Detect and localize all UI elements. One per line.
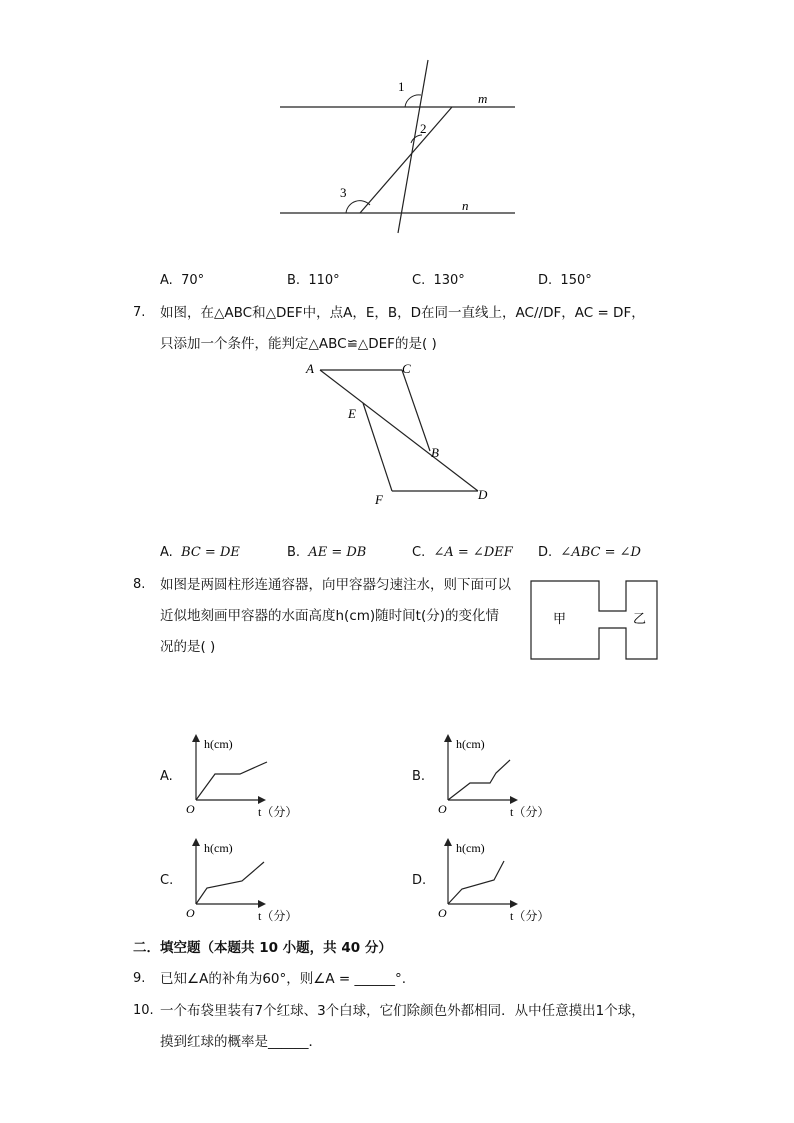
- graph-b[interactable]: [434, 732, 554, 822]
- section-heading: 二．填空题（本题共 10 小题，共 40 分）: [133, 940, 392, 956]
- option-text: 70°: [181, 273, 205, 288]
- graph-c-letter[interactable]: C.: [160, 873, 174, 888]
- graph-d[interactable]: [434, 836, 554, 926]
- q8-line2: 近似地刻画甲容器的水面高度h(cm)随时间t(分)的变化情: [160, 608, 499, 624]
- option-text: 150°: [560, 273, 592, 288]
- option-letter: C.: [412, 273, 426, 288]
- line-label-m: m: [478, 91, 488, 106]
- q7-number: 7.: [133, 305, 146, 320]
- q10-line2: 摸到红球的概率是______．: [160, 1034, 322, 1050]
- option-letter: A.: [160, 273, 173, 288]
- origin-label: O: [438, 906, 447, 920]
- container-label-jia: 甲: [553, 611, 567, 626]
- point-label-d: D: [478, 487, 488, 502]
- point-label-b: B: [431, 445, 439, 460]
- origin-label: O: [186, 906, 195, 920]
- q10-number: 10.: [133, 1003, 154, 1018]
- q7-option-b[interactable]: [287, 545, 366, 560]
- q7-option-c[interactable]: [412, 545, 513, 560]
- figure-connected-containers: [528, 578, 662, 664]
- x-axis-arrow-icon: [510, 900, 518, 908]
- y-axis-arrow-icon: [192, 734, 200, 742]
- q8-line3: 况的是( ): [160, 639, 216, 655]
- graph-c[interactable]: [182, 836, 302, 926]
- y-axis-arrow-icon: [192, 838, 200, 846]
- option-letter: D.: [538, 545, 553, 560]
- y-axis-arrow-icon: [444, 838, 452, 846]
- q7-line1: 如图，在△ABC和△DEF中，点A，E，B，D在同一直线上，AC//DF，AC = DF，: [160, 305, 645, 321]
- graph-d-letter[interactable]: D.: [412, 873, 427, 888]
- graph-b-letter[interactable]: B.: [412, 769, 426, 784]
- x-axis-label: t（分）: [510, 909, 550, 923]
- container-label-yi: 乙: [633, 611, 647, 626]
- graph-a[interactable]: [182, 732, 302, 822]
- q8-number: 8.: [133, 577, 146, 592]
- option-text: BC = DE: [181, 545, 240, 560]
- angle-label-2: 2: [420, 121, 427, 136]
- origin-label: O: [186, 802, 195, 816]
- graph-curve: [196, 762, 267, 800]
- x-axis-label: t（分）: [258, 805, 298, 819]
- q8-line1: 如图是两圆柱形连通容器，向甲容器匀速注水，则下面可以: [160, 577, 511, 593]
- segment-cb: [402, 370, 430, 451]
- segment-ad: [320, 370, 478, 491]
- graph-curve: [448, 760, 510, 800]
- x-axis-arrow-icon: [258, 900, 266, 908]
- option-text: AE = DB: [308, 545, 367, 560]
- point-label-c: C: [402, 361, 411, 376]
- x-axis-arrow-icon: [510, 796, 518, 804]
- q6-option-a[interactable]: [160, 273, 204, 288]
- x-axis-label: t（分）: [258, 909, 298, 923]
- segment-ef: [363, 403, 392, 491]
- point-label-f: F: [375, 492, 383, 507]
- y-axis-label: h(cm): [204, 841, 233, 855]
- option-text: 110°: [308, 273, 340, 288]
- angle-label-3: 3: [340, 185, 347, 200]
- angle-arc-3: [346, 201, 370, 213]
- q9-text: 已知∠A的补角为60°，则∠A = ______°.: [160, 971, 407, 987]
- q6-option-c[interactable]: [412, 273, 465, 288]
- q6-option-b[interactable]: [287, 273, 340, 288]
- y-axis-label: h(cm): [456, 841, 485, 855]
- point-label-a: A: [306, 361, 314, 376]
- angle-arc-1: [405, 95, 421, 107]
- y-axis-label: h(cm): [456, 737, 485, 751]
- origin-label: O: [438, 802, 447, 816]
- graph-curve: [196, 862, 264, 904]
- line-label-n: n: [462, 198, 469, 213]
- option-letter: B.: [287, 545, 301, 560]
- x-axis-arrow-icon: [258, 796, 266, 804]
- angle-arc-2: [411, 135, 422, 143]
- y-axis-arrow-icon: [444, 734, 452, 742]
- q7-option-a[interactable]: [160, 545, 240, 560]
- option-text: ∠A = ∠DEF: [433, 545, 513, 560]
- option-letter: D.: [538, 273, 553, 288]
- transversal-diagonal: [360, 107, 452, 213]
- figure-parallel-lines: [270, 55, 530, 240]
- q7-line2: 只添加一个条件，能判定△ABC≌△DEF的是( ): [160, 336, 437, 352]
- figure-triangles: [300, 358, 500, 508]
- q7-option-d[interactable]: [538, 545, 641, 560]
- option-letter: B.: [287, 273, 301, 288]
- option-letter: C.: [412, 545, 426, 560]
- q9-number: 9.: [133, 971, 146, 986]
- option-text: 130°: [433, 273, 465, 288]
- option-letter: A.: [160, 545, 173, 560]
- option-text: ∠ABC = ∠D: [560, 545, 641, 560]
- q6-option-d[interactable]: [538, 273, 592, 288]
- angle-label-1: 1: [398, 79, 405, 94]
- x-axis-label: t（分）: [510, 805, 550, 819]
- q10-line1: 一个布袋里装有7个红球、3个白球，它们除颜色外都相同．从中任意摸出1个球，: [160, 1003, 645, 1019]
- graph-a-letter[interactable]: A.: [160, 769, 173, 784]
- point-label-e: E: [348, 406, 356, 421]
- y-axis-label: h(cm): [204, 737, 233, 751]
- graph-curve: [448, 861, 504, 904]
